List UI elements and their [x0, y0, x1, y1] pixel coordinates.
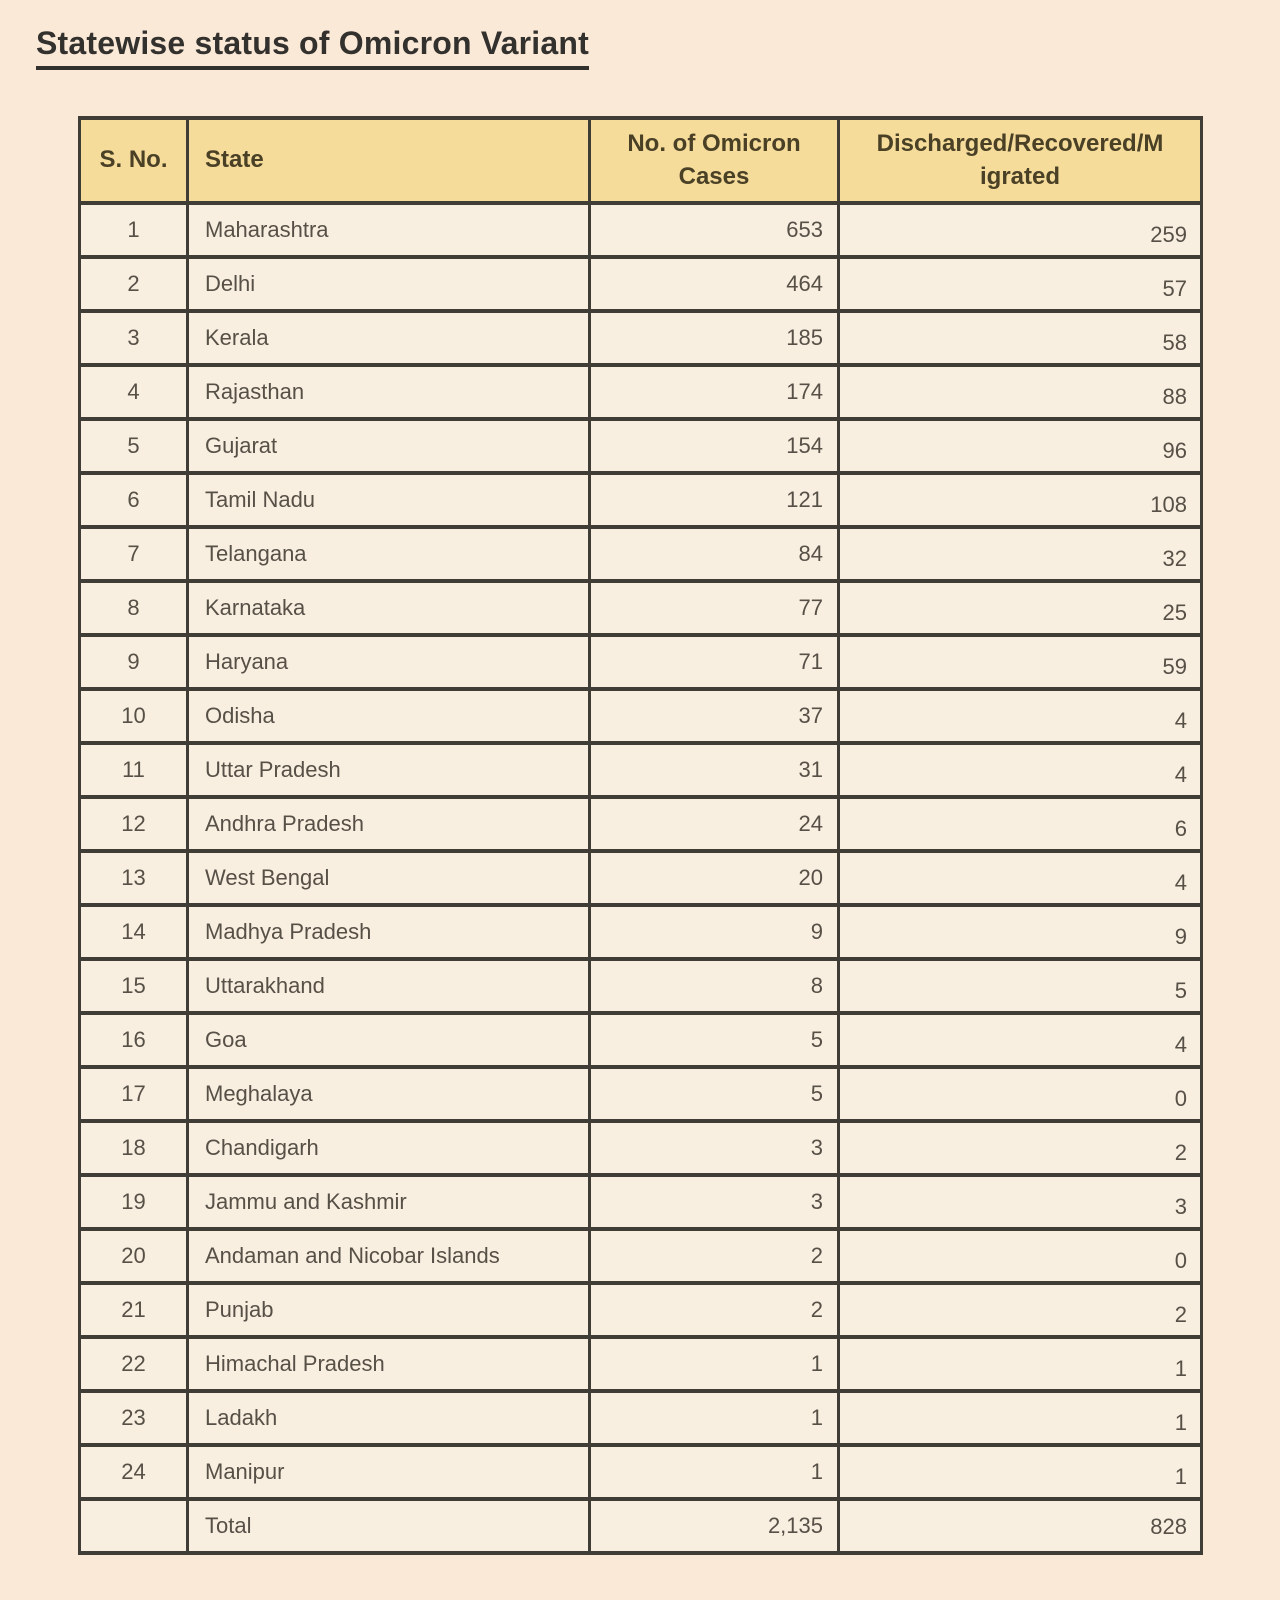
column-header-sno: S. No.: [80, 118, 188, 203]
table-cell-sno: 15: [80, 959, 188, 1013]
table-cell-discharged: 4: [839, 743, 1202, 797]
table-row: [80, 203, 1202, 257]
table-row: [80, 743, 1202, 797]
table-row: [80, 365, 1202, 419]
table-row: [80, 473, 1202, 527]
table-cell-sno: 2: [80, 257, 188, 311]
table-row: [80, 635, 1202, 689]
table-header: [80, 118, 1202, 203]
table-cell-state: Maharashtra: [188, 203, 590, 257]
table-row: [80, 1391, 1202, 1445]
table-row: [80, 1013, 1202, 1067]
table-cell-state: Ladakh: [188, 1391, 590, 1445]
table-row: [80, 905, 1202, 959]
table-cell-discharged: 0: [839, 1229, 1202, 1283]
table-cell-state: Telangana: [188, 527, 590, 581]
table-cell-discharged: 32: [839, 527, 1202, 581]
table-cell-sno: 14: [80, 905, 188, 959]
table-cell-cases: 84: [590, 527, 839, 581]
table-cell-discharged: 4: [839, 1013, 1202, 1067]
table-cell-discharged: 2: [839, 1121, 1202, 1175]
total-cell-discharged: 828: [839, 1499, 1202, 1553]
table-cell-discharged: 2: [839, 1283, 1202, 1337]
table-cell-state: Punjab: [188, 1283, 590, 1337]
table-cell-cases: 37: [590, 689, 839, 743]
table-cell-state: Uttarakhand: [188, 959, 590, 1013]
table-cell-discharged: 5: [839, 959, 1202, 1013]
table-row: [80, 1445, 1202, 1499]
table-cell-sno: 12: [80, 797, 188, 851]
table-cell-discharged: 57: [839, 257, 1202, 311]
table-cell-state: Andaman and Nicobar Islands: [188, 1229, 590, 1283]
table-cell-discharged: 1: [839, 1391, 1202, 1445]
table-cell-sno: 19: [80, 1175, 188, 1229]
table-cell-sno: 13: [80, 851, 188, 905]
total-cell-cases: 2,135: [590, 1499, 839, 1553]
table-cell-cases: 121: [590, 473, 839, 527]
table-cell-state: Uttar Pradesh: [188, 743, 590, 797]
table-cell-sno: 11: [80, 743, 188, 797]
table-cell-discharged: 108: [839, 473, 1202, 527]
table-cell-cases: 20: [590, 851, 839, 905]
table-cell-discharged: 259: [839, 203, 1202, 257]
table-row: [80, 527, 1202, 581]
table-cell-sno: 4: [80, 365, 188, 419]
table-cell-discharged: 4: [839, 851, 1202, 905]
table-cell-discharged: 9: [839, 905, 1202, 959]
table-row: [80, 257, 1202, 311]
table-cell-state: Manipur: [188, 1445, 590, 1499]
total-row: [80, 1499, 1202, 1553]
total-cell-label: Total: [188, 1499, 590, 1553]
table-footer: [80, 1499, 1202, 1553]
table-body: [80, 203, 1202, 1499]
table-row: [80, 1175, 1202, 1229]
table-cell-cases: 185: [590, 311, 839, 365]
table-cell-cases: 77: [590, 581, 839, 635]
column-header-discharged-line1: Discharged/Recovered/M: [876, 130, 1164, 158]
table-cell-state: Rajasthan: [188, 365, 590, 419]
table-cell-cases: 71: [590, 635, 839, 689]
omicron-status-table: [78, 116, 1203, 1555]
table-cell-sno: 1: [80, 203, 188, 257]
table-cell-sno: 10: [80, 689, 188, 743]
table-cell-sno: 17: [80, 1067, 188, 1121]
table-cell-discharged: 96: [839, 419, 1202, 473]
table-cell-cases: 653: [590, 203, 839, 257]
table-cell-discharged: 0: [839, 1067, 1202, 1121]
table-cell-state: Goa: [188, 1013, 590, 1067]
table-cell-state: Meghalaya: [188, 1067, 590, 1121]
table-cell-state: Kerala: [188, 311, 590, 365]
table-cell-cases: 9: [590, 905, 839, 959]
table-cell-sno: 3: [80, 311, 188, 365]
table-cell-sno: 18: [80, 1121, 188, 1175]
table-row: [80, 797, 1202, 851]
table-cell-discharged: 3: [839, 1175, 1202, 1229]
table-cell-discharged: 58: [839, 311, 1202, 365]
total-cell-sno: [80, 1499, 188, 1553]
table-cell-state: Tamil Nadu: [188, 473, 590, 527]
table-row: [80, 689, 1202, 743]
table-cell-cases: 1: [590, 1391, 839, 1445]
table-cell-cases: 24: [590, 797, 839, 851]
table-cell-discharged: 4: [839, 689, 1202, 743]
table-cell-cases: 8: [590, 959, 839, 1013]
table-row: [80, 311, 1202, 365]
table-cell-cases: 5: [590, 1067, 839, 1121]
table-row: [80, 1229, 1202, 1283]
table-cell-discharged: 1: [839, 1337, 1202, 1391]
table-cell-cases: 2: [590, 1229, 839, 1283]
table-row: [80, 1337, 1202, 1391]
table-cell-cases: 174: [590, 365, 839, 419]
table-cell-state: Madhya Pradesh: [188, 905, 590, 959]
table-row: [80, 959, 1202, 1013]
table-cell-state: West Bengal: [188, 851, 590, 905]
table-row: [80, 1121, 1202, 1175]
table-cell-discharged: 6: [839, 797, 1202, 851]
table-row: [80, 581, 1202, 635]
table-cell-state: Delhi: [188, 257, 590, 311]
table-cell-sno: 8: [80, 581, 188, 635]
table-cell-discharged: 88: [839, 365, 1202, 419]
table-cell-cases: 464: [590, 257, 839, 311]
table-cell-discharged: 25: [839, 581, 1202, 635]
table-cell-cases: 3: [590, 1175, 839, 1229]
table-cell-sno: 23: [80, 1391, 188, 1445]
column-header-discharged-line2: igrated: [979, 162, 1060, 190]
table-cell-cases: 5: [590, 1013, 839, 1067]
table-cell-state: Chandigarh: [188, 1121, 590, 1175]
table-row: [80, 1067, 1202, 1121]
table-cell-state: Odisha: [188, 689, 590, 743]
table-cell-cases: 3: [590, 1121, 839, 1175]
table-cell-cases: 31: [590, 743, 839, 797]
column-header-discharged: [839, 118, 1202, 203]
table-row: [80, 851, 1202, 905]
table-cell-sno: 22: [80, 1337, 188, 1391]
table-cell-sno: 21: [80, 1283, 188, 1337]
table-cell-state: Himachal Pradesh: [188, 1337, 590, 1391]
table-row: [80, 419, 1202, 473]
table-cell-discharged: 59: [839, 635, 1202, 689]
column-header-cases: No. of Omicron Cases: [590, 118, 839, 203]
table-cell-sno: 24: [80, 1445, 188, 1499]
column-header-state: State: [188, 118, 590, 203]
table-cell-sno: 9: [80, 635, 188, 689]
table-cell-sno: 7: [80, 527, 188, 581]
table-cell-discharged: 1: [839, 1445, 1202, 1499]
table-cell-sno: 16: [80, 1013, 188, 1067]
table-cell-cases: 1: [590, 1337, 839, 1391]
page-title: Statewise status of Omicron Variant: [36, 26, 589, 70]
table-cell-sno: 20: [80, 1229, 188, 1283]
table-cell-state: Haryana: [188, 635, 590, 689]
table-cell-sno: 5: [80, 419, 188, 473]
table-cell-cases: 2: [590, 1283, 839, 1337]
table-cell-cases: 154: [590, 419, 839, 473]
table-cell-state: Andhra Pradesh: [188, 797, 590, 851]
table-header-row: [80, 118, 1202, 203]
table-row: [80, 1283, 1202, 1337]
table-cell-sno: 6: [80, 473, 188, 527]
table-cell-cases: 1: [590, 1445, 839, 1499]
table-cell-state: Jammu and Kashmir: [188, 1175, 590, 1229]
table-cell-state: Gujarat: [188, 419, 590, 473]
table-cell-state: Karnataka: [188, 581, 590, 635]
